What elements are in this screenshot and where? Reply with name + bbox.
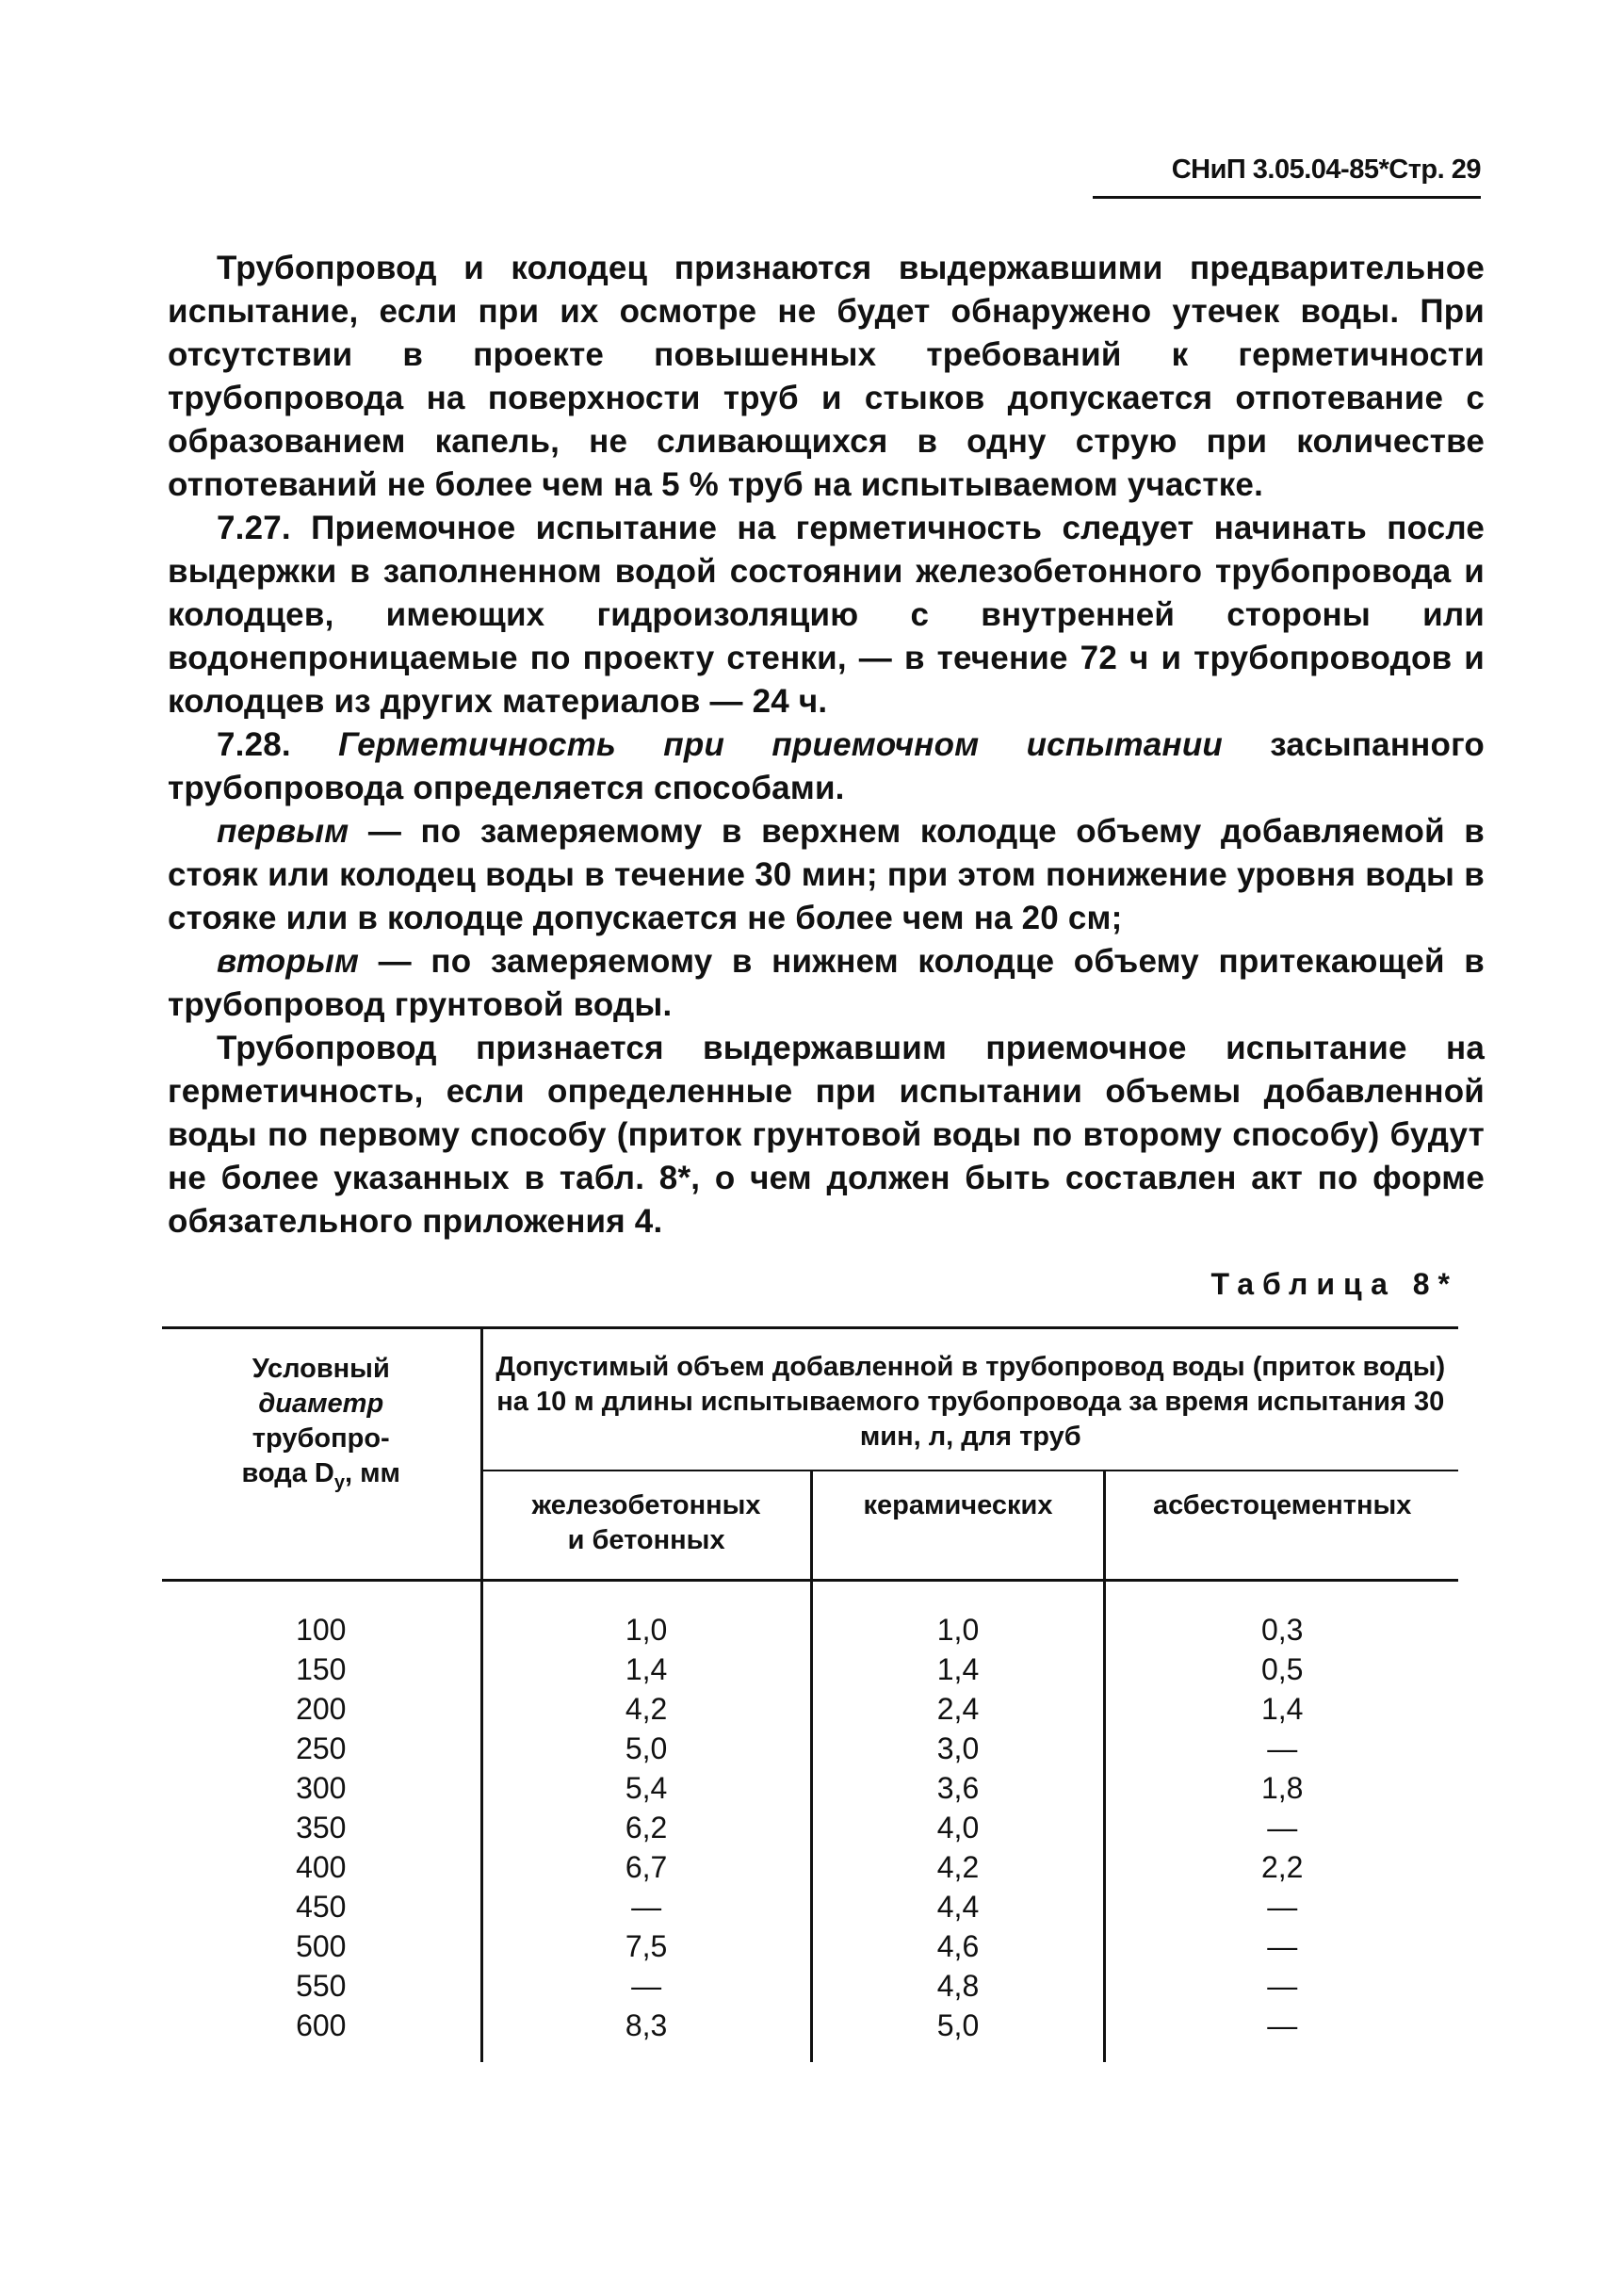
paragraph-second-method bbox=[168, 940, 1485, 1027]
table-row bbox=[162, 1926, 1458, 1966]
cell-concrete: 5,0 bbox=[481, 1729, 811, 1768]
cell-diameter: 500 bbox=[296, 1929, 347, 1963]
header-ceramic: керамических bbox=[811, 1471, 1105, 1581]
header-diameter-symbol: вода D bbox=[241, 1458, 334, 1488]
cell-asbestos: — bbox=[1105, 1926, 1458, 1966]
cell-asbestos: 1,4 bbox=[1105, 1689, 1458, 1729]
cell-diameter: 200 bbox=[296, 1692, 347, 1726]
cell-ceramic: 1,0 bbox=[811, 1610, 1105, 1649]
first-method-label: первым bbox=[217, 813, 349, 850]
cell-ceramic: 4,4 bbox=[811, 1887, 1105, 1926]
cell-diameter: 250 bbox=[296, 1731, 347, 1765]
header-allowed-volume: Допустимый объем добавленной в трубопровод воды (приток воды) на 10 м длины испытываемого трубопровода за время испытания 30 мин, л, для труб bbox=[481, 1328, 1458, 1471]
second-method-text: — по замеряемому в нижнем колодце объему притекающей в трубопровод грунтовой воды. bbox=[168, 943, 1485, 1023]
clause-text-7-28: засыпанного трубопровода определяется способами. bbox=[168, 726, 1485, 806]
running-head-rule bbox=[1093, 196, 1481, 199]
table-spacer-row bbox=[162, 1581, 1458, 1611]
spacer-cell bbox=[162, 1581, 481, 1611]
cell-ceramic: 4,2 bbox=[811, 1847, 1105, 1887]
cell-concrete: 6,2 bbox=[481, 1808, 811, 1847]
header-reinforced-concrete-line-2: и бетонных bbox=[567, 1525, 725, 1555]
table-row bbox=[162, 1768, 1458, 1808]
header-asbestos-cement: асбестоцементных bbox=[1105, 1471, 1458, 1581]
header-diameter-line-4 bbox=[162, 1456, 480, 1501]
cell-diameter: 600 bbox=[296, 2008, 347, 2042]
paragraph-acceptance: Трубопровод признается выдержавшим приемочное испытание на герметичность, если определенные при испытании объемы добавленной воды по первому способу (приток грунтовой воды по второму способу) будут не более указанных в табл. 8*, о чем должен быть составлен акт по форме обязательного приложения 4. bbox=[168, 1030, 1485, 1240]
cell-asbestos: — bbox=[1105, 1966, 1458, 2006]
table-row bbox=[162, 1689, 1458, 1729]
header-diameter-unit: , мм bbox=[344, 1458, 400, 1488]
body-text bbox=[168, 247, 1485, 1243]
cell-concrete: 5,4 bbox=[481, 1768, 811, 1808]
table-row bbox=[162, 1847, 1458, 1887]
table-body bbox=[162, 1581, 1458, 2063]
header-diameter-line-3: трубопро- bbox=[252, 1423, 390, 1454]
cell-diameter: 300 bbox=[296, 1771, 347, 1805]
cell-concrete: 1,0 bbox=[481, 1610, 811, 1649]
cell-asbestos: — bbox=[1105, 2006, 1458, 2062]
header-diameter-subscript: y bbox=[333, 1471, 345, 1493]
clause-text-7-27: Приемочное испытание на герметичность следует начинать после выдержки в заполненном водой состоянии железобетонного трубопровода и колодцев, имеющих гидроизоляцию с внутренней стороны или водонепроницаемые по проекту стенки, — в течение 72 ч и трубопроводов и колодцев из других материалов — 24 ч. bbox=[168, 510, 1485, 720]
cell-ceramic: 1,4 bbox=[811, 1649, 1105, 1689]
spacer-cell bbox=[481, 1581, 811, 1611]
cell-ceramic: 3,0 bbox=[811, 1729, 1105, 1768]
cell-diameter: 350 bbox=[296, 1811, 347, 1844]
cell-diameter: 550 bbox=[296, 1969, 347, 2003]
header-diameter-line-1: Условный bbox=[252, 1354, 390, 1384]
first-method-text: — по замеряемому в верхнем колодце объему добавляемой в стояк или колодец воды в течение 30 мин; при этом понижение уровня воды в стояке или в колодце допускается не более чем на 20 см; bbox=[168, 813, 1485, 936]
spacer-cell bbox=[811, 1581, 1105, 1611]
table-row bbox=[162, 1649, 1458, 1689]
cell-ceramic: 4,0 bbox=[811, 1808, 1105, 1847]
table-row bbox=[162, 1610, 1458, 1649]
cell-asbestos: — bbox=[1105, 1729, 1458, 1768]
clause-italic-7-28: Герметичность при приемочном испытании bbox=[290, 726, 1223, 763]
second-method-label: вторым bbox=[217, 943, 360, 980]
paragraph-test-passed: Трубопровод и колодец признаются выдержавшими предварительное испытание, если при их осмотре не будет обнаружено утечек воды. При отсутствии в проекте повышенных требований к герметичности трубопровода на поверхности труб и стыков допускается отпотевание с образованием капель, не сливающихся в одну струю при количестве отпотеваний не более чем на 5 % труб на испытываемом участке. bbox=[168, 250, 1485, 503]
header-diameter bbox=[162, 1328, 481, 1581]
table-8 bbox=[162, 1326, 1458, 2062]
running-head: СНиП 3.05.04-85*Стр. 29 bbox=[1171, 154, 1481, 185]
cell-asbestos: 0,5 bbox=[1105, 1649, 1458, 1689]
cell-concrete: 6,7 bbox=[481, 1847, 811, 1887]
cell-ceramic: 4,6 bbox=[811, 1926, 1105, 1966]
cell-diameter: 400 bbox=[296, 1850, 347, 1884]
cell-ceramic: 3,6 bbox=[811, 1768, 1105, 1808]
clause-number-7-28: 7.28. bbox=[217, 726, 291, 763]
cell-concrete: 7,5 bbox=[481, 1926, 811, 1966]
cell-asbestos: 2,2 bbox=[1105, 1847, 1458, 1887]
table-caption: Таблица 8* bbox=[1210, 1267, 1458, 1301]
leakage-table bbox=[162, 1326, 1458, 2062]
table-row bbox=[162, 1808, 1458, 1847]
table-row bbox=[162, 1887, 1458, 1926]
paragraph-first-method bbox=[168, 810, 1485, 940]
cell-ceramic: 2,4 bbox=[811, 1689, 1105, 1729]
cell-asbestos: 1,8 bbox=[1105, 1768, 1458, 1808]
paragraph-7-27 bbox=[168, 507, 1485, 723]
cell-diameter: 150 bbox=[296, 1652, 347, 1686]
cell-concrete: 8,3 bbox=[481, 2006, 811, 2062]
cell-asbestos: — bbox=[1105, 1887, 1458, 1926]
header-reinforced-concrete bbox=[481, 1471, 811, 1581]
table-row bbox=[162, 2006, 1458, 2062]
cell-concrete: 1,4 bbox=[481, 1649, 811, 1689]
cell-asbestos: — bbox=[1105, 1808, 1458, 1847]
cell-ceramic: 4,8 bbox=[811, 1966, 1105, 2006]
cell-ceramic: 5,0 bbox=[811, 2006, 1105, 2062]
cell-diameter: 450 bbox=[296, 1890, 347, 1924]
cell-diameter: 100 bbox=[296, 1613, 347, 1647]
clause-number-7-27: 7.27. bbox=[217, 510, 291, 546]
table-row bbox=[162, 1966, 1458, 2006]
spacer-cell bbox=[1105, 1581, 1458, 1611]
cell-concrete: 4,2 bbox=[481, 1689, 811, 1729]
header-diameter-line-2: диаметр bbox=[258, 1389, 384, 1419]
table-row bbox=[162, 1729, 1458, 1768]
cell-asbestos: 0,3 bbox=[1105, 1610, 1458, 1649]
paragraph-7-28 bbox=[168, 723, 1485, 810]
header-reinforced-concrete-line-1: железобетонных bbox=[531, 1490, 761, 1520]
cell-concrete: — bbox=[481, 1887, 811, 1926]
cell-concrete: — bbox=[481, 1966, 811, 2006]
